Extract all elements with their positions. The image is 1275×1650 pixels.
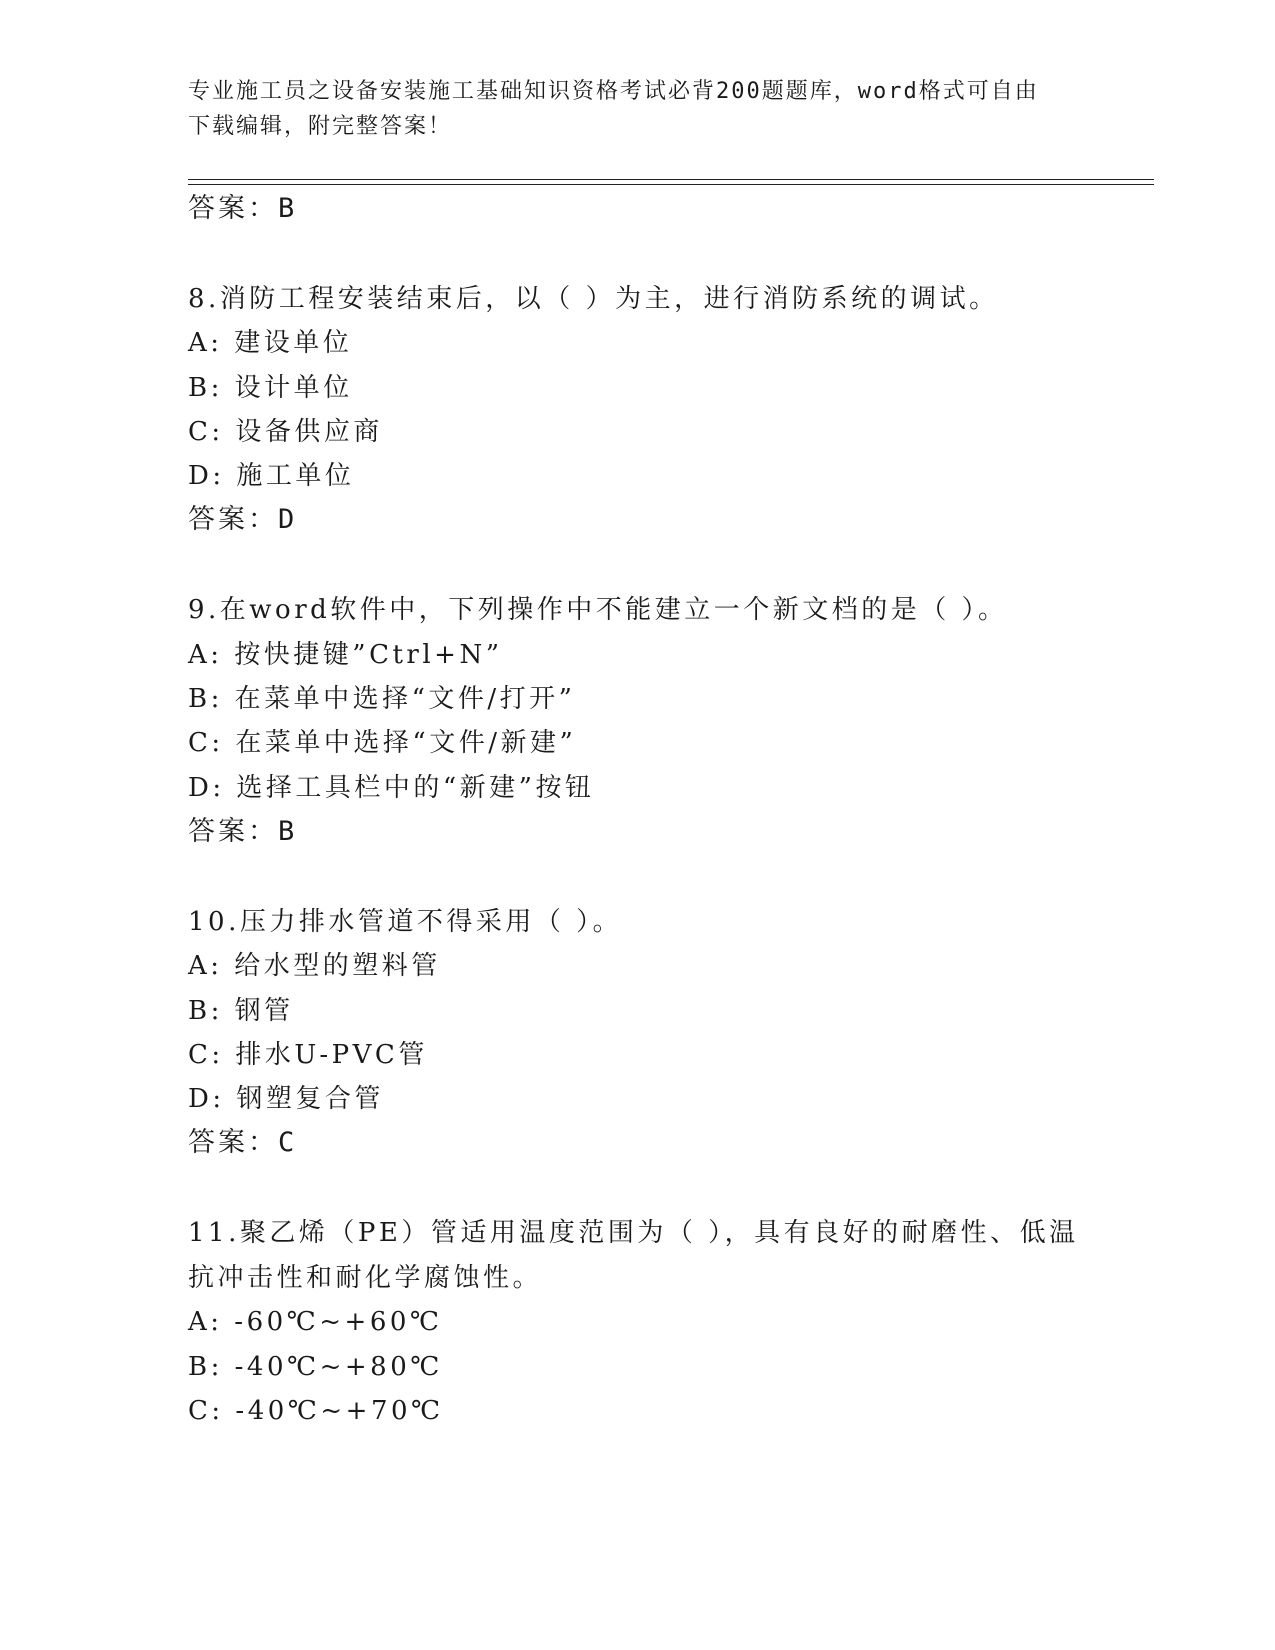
question-11-option-a: A: -60℃~+60℃ bbox=[188, 1307, 443, 1337]
question-8-option-a: A: 建设单位 bbox=[188, 328, 353, 358]
document-header bbox=[188, 74, 1068, 144]
question-8-option-d: D: 施工单位 bbox=[188, 461, 355, 491]
question-10-stem: 10.压力排水管道不得采用（ ）。 bbox=[188, 907, 623, 937]
answer-q9: 答案：B bbox=[188, 816, 298, 847]
question-10-option-c: C: 排水U-PVC管 bbox=[188, 1040, 428, 1070]
question-9-option-b: B: 在菜单中选择“文件/打开” bbox=[188, 684, 576, 714]
answer-q10: 答案：C bbox=[188, 1127, 298, 1158]
answer-q7: 答案：B bbox=[188, 193, 298, 224]
question-8-option-c: C: 设备供应商 bbox=[188, 417, 383, 447]
header-title-line-1: 专业施工员之设备安装施工基础知识资格考试必背200题题库，word格式可自由 bbox=[188, 79, 1039, 104]
question-9-option-c: C: 在菜单中选择“文件/新建” bbox=[188, 728, 577, 758]
question-10-option-d: D: 钢塑复合管 bbox=[188, 1084, 384, 1114]
question-9-stem: 9.在word软件中，下列操作中不能建立一个新文档的是（ ）。 bbox=[188, 595, 1008, 625]
header-divider-bottom bbox=[188, 184, 1154, 185]
question-11-stem-line-2: 抗冲击性和耐化学腐蚀性。 bbox=[188, 1263, 543, 1293]
header-title-line-2: 下载编辑，附完整答案！ bbox=[188, 114, 453, 139]
answer-q8: 答案：D bbox=[188, 504, 298, 535]
question-8-option-b: B: 设计单位 bbox=[188, 373, 353, 403]
question-9-option-a: A: 按快捷键”Ctrl+N” bbox=[188, 640, 503, 670]
question-9-option-d: D: 选择工具栏中的“新建”按钮 bbox=[188, 773, 595, 803]
header-divider-top bbox=[188, 179, 1154, 180]
question-8-stem: 8.消防工程安装结束后，以（ ）为主，进行消防系统的调试。 bbox=[188, 284, 999, 314]
question-10-option-a: A: 给水型的塑料管 bbox=[188, 951, 441, 981]
question-11-option-b: B: -40℃~+80℃ bbox=[188, 1352, 443, 1382]
question-10-option-b: B: 钢管 bbox=[188, 996, 294, 1026]
question-11-stem-line-1: 11.聚乙烯（PE）管适用温度范围为（ ），具有良好的耐磨性、低温 bbox=[188, 1218, 1079, 1248]
question-11-option-c: C: -40℃~+70℃ bbox=[188, 1396, 444, 1426]
